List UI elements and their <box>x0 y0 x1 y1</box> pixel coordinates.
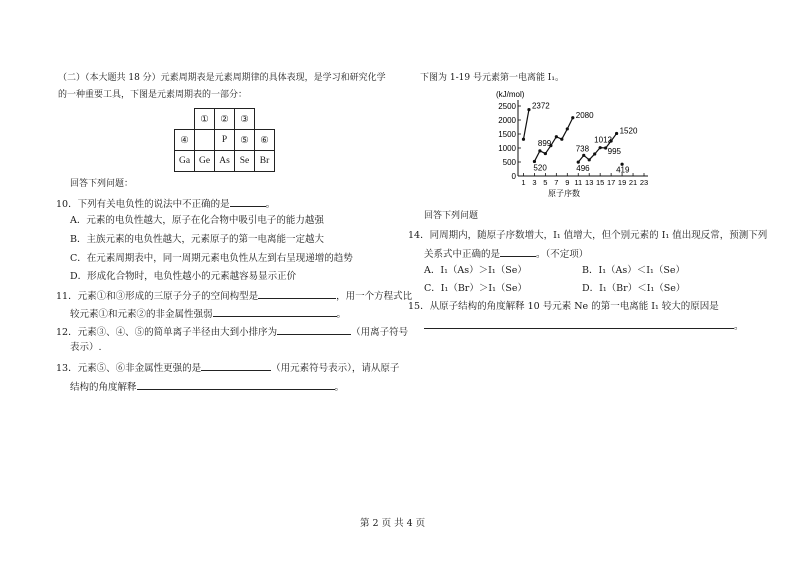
periodic-table-fragment <box>174 108 275 172</box>
chart-y-label: (kJ/mol) <box>496 90 525 99</box>
data-label: 496 <box>576 164 590 174</box>
data-label: 2080 <box>575 110 594 120</box>
table-cell: As <box>215 151 235 172</box>
ionization-energy-chart <box>488 88 658 198</box>
chart-x-label: 原子序数 <box>548 189 580 198</box>
data-point <box>571 116 574 119</box>
data-point <box>588 158 591 161</box>
question-14-line2: 关系式中正确的是 。（不定项） <box>424 246 588 261</box>
x-tick-label: 9 <box>565 178 570 187</box>
q14-option-c: C．I₁（Br）＞I₁（Se） <box>424 283 528 294</box>
table-cell: ③ <box>235 109 255 130</box>
answer-blank[interactable] <box>258 288 336 299</box>
question-13-line2: 结构的角度解释 。 <box>70 379 344 394</box>
x-tick-label: 3 <box>532 178 537 187</box>
chart-marks <box>522 102 638 175</box>
data-label: 419 <box>616 165 630 175</box>
answer-prompt-right: 回答下列问题 <box>424 211 479 221</box>
series-line <box>523 110 528 140</box>
y-tick-label: 1500 <box>498 130 516 139</box>
data-label: 2372 <box>531 101 550 111</box>
table-row <box>175 151 275 172</box>
answer-prompt-left: 回答下列问题： <box>70 179 134 189</box>
data-point <box>593 152 596 155</box>
x-tick-label: 11 <box>574 178 583 187</box>
answer-blank[interactable] <box>424 318 734 329</box>
table-row <box>175 130 275 151</box>
table-cell <box>175 109 195 130</box>
y-tick-label: 2500 <box>498 102 516 111</box>
data-point <box>615 132 618 135</box>
data-label: 738 <box>575 144 590 154</box>
x-tick-label: 19 <box>617 178 627 187</box>
chart-caption: 下图为 1-19 号元素第一电离能 I₁。 <box>420 73 564 83</box>
data-label: 520 <box>533 163 547 173</box>
x-tick-label: 23 <box>639 178 649 187</box>
y-tick-label: 2000 <box>498 116 516 125</box>
table-cell: Ge <box>195 151 215 172</box>
data-point <box>566 127 569 130</box>
question-11-line2: 较元素①和元素②的非金属性强弱 。 <box>70 306 346 321</box>
table-cell: Se <box>235 151 255 172</box>
table-cell: ④ <box>175 130 195 151</box>
data-point <box>538 149 541 152</box>
table-cell: Br <box>255 151 275 172</box>
data-point <box>522 138 525 141</box>
q14-option-d: D．I₁（Br）＜I₁（Se） <box>582 283 686 294</box>
data-label: 1520 <box>619 126 638 136</box>
answer-blank[interactable] <box>277 324 351 335</box>
data-point <box>599 146 602 149</box>
section-header-2: 的一种重要工具，下图是元素周期表的一部分： <box>58 90 248 100</box>
table-cell: ② <box>215 109 235 130</box>
table-cell: ① <box>195 109 215 130</box>
x-tick-label: 17 <box>606 178 616 187</box>
question-13-line1: 13．元素⑤、⑥非金属性更强的是 （用元素符号表示），请从原子 <box>56 360 399 375</box>
x-tick-label: 21 <box>628 178 638 187</box>
answer-blank[interactable] <box>201 360 271 371</box>
table-cell: Ga <box>175 151 195 172</box>
table-cell: ⑤ <box>235 130 255 151</box>
y-tick-label: 500 <box>502 158 516 167</box>
q10-option-d: D．形成化合物时，电负性越小的元素越容易显示正价 <box>70 271 297 282</box>
q10-option-a: A．元素的电负性越大，原子在化合物中吸引电子的能力越强 <box>70 215 324 226</box>
x-tick-label: 1 <box>521 178 526 187</box>
answer-blank[interactable] <box>213 306 337 317</box>
data-point <box>544 152 547 155</box>
question-14-line1: 14．同周期内，随原子序数增大，I₁ 值增大，但个别元素的 I₁ 值出现反常，预测下列 <box>408 230 768 241</box>
table-row <box>175 109 275 130</box>
answer-blank[interactable] <box>500 246 536 257</box>
question-12-line2: 表示）. <box>70 342 102 353</box>
q10-option-b: B．主族元素的电负性越大，元素原子的第一电离能一定越大 <box>70 234 324 245</box>
data-point <box>555 135 558 138</box>
answer-blank[interactable] <box>230 196 266 207</box>
x-tick-label: 13 <box>585 178 594 187</box>
x-tick-label: 15 <box>596 178 605 187</box>
data-label: 1012 <box>594 135 612 145</box>
x-tick-label: 7 <box>554 178 559 187</box>
q14-option-b: B．I₁（As）＜I₁（Se） <box>582 265 685 276</box>
table-cell: ⑥ <box>255 130 275 151</box>
page-footer: 第 2 页 共 4 页 <box>360 518 426 529</box>
q14-option-a: A．I₁（As）＞I₁（Se） <box>424 265 527 276</box>
data-label: 995 <box>607 147 622 156</box>
y-tick-label: 0 <box>511 172 516 181</box>
y-tick-label: 1000 <box>498 144 516 153</box>
q10-option-c: C．在元素周期表中，同一周期元素电负性从左到右呈现递增的趋势 <box>70 253 353 264</box>
data-point <box>527 108 530 111</box>
question-15-line1: 15．从原子结构的角度解释 10 号元素 Ne 的第一电离能 I₁ 较大的原因是 <box>408 301 719 312</box>
table-cell <box>255 109 275 130</box>
section-header: （二）（本大题共 18 分）元素周期表是元素周期律的具体表现，是学习和研究化学 <box>58 73 386 83</box>
question-12-line1: 12．元素③、④、⑤的简单离子半径由大到小排序为 （用离子符号 <box>56 324 408 339</box>
x-tick-label: 5 <box>543 178 548 187</box>
data-point <box>582 154 585 157</box>
question-10-stem: 10．下列有关电负性的说法中不正确的是 。 <box>56 196 275 211</box>
question-15-line2: 。 <box>424 318 744 333</box>
answer-blank[interactable] <box>137 379 335 390</box>
question-11-line1: 11．元素①和③形成的三原子分子的空间构型是 ，用一个方程式比 <box>56 288 412 303</box>
table-cell <box>195 130 215 151</box>
data-point <box>560 138 563 141</box>
table-cell: P <box>215 130 235 151</box>
data-label: 899 <box>537 138 552 148</box>
